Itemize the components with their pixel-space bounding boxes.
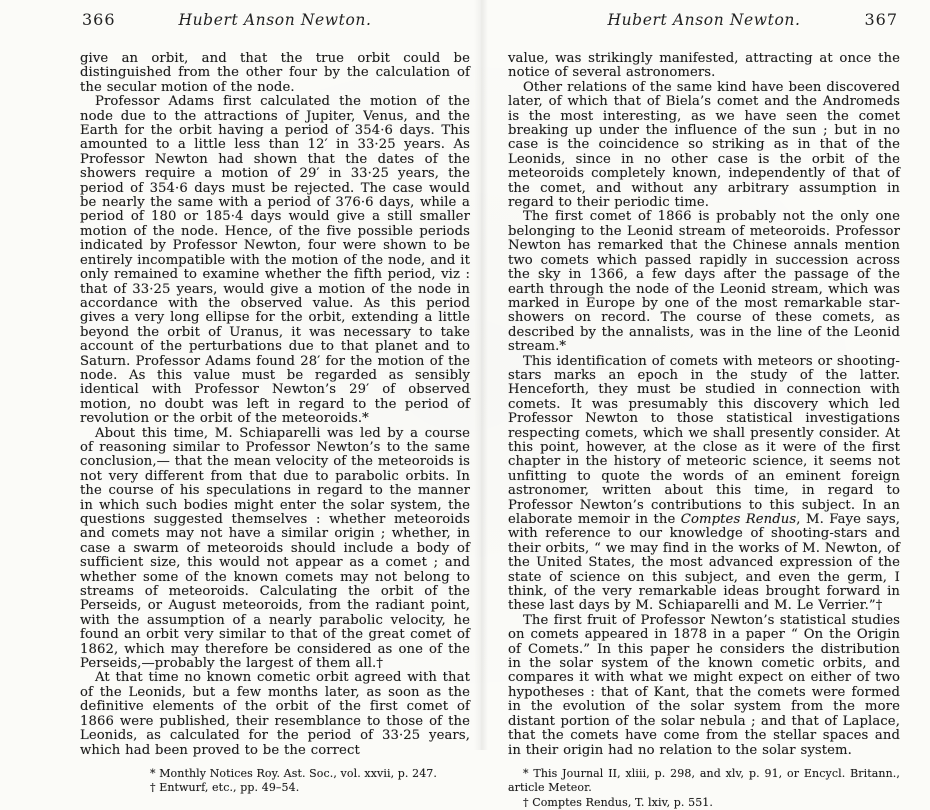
paragraph [508, 210, 900, 354]
paragraph [80, 95, 470, 426]
page-body-right [508, 52, 900, 758]
page-367 [508, 10, 900, 810]
paragraph [508, 614, 900, 758]
page-number: 367 [864, 10, 898, 29]
paragraph [80, 671, 470, 757]
footnote: † Comptes Rendus, T. lxiv, p. 551. [523, 795, 714, 809]
running-title: Hubert Anson Newton. [178, 11, 372, 29]
paragraph-text: About this time, M. Schiaparelli was led by a course of reasoning similar to Professor Newton’s to the same conclusion,— that the mean velocity of the meteoroids is not very different from that due to parabolic orbits. In the course of his speculations in regard to the manner in which such bodies might enter the solar system, the questions suggested themselves : whether meteoroids and comets may not have a similar origin ; whether, in case a swarm of meteoroids should include a body of sufficient size, this would not appear as a comet ; and whether some of the known comets may not belong to streams of meteoroids. Calculating the orbit of the Perseids, or August meteoroids, from the radiant point, with the assumption of a nearly parabolic velocity, he found an orbit very similar to that of the great comet of 1862, which may therefore be considered as one of the Perseids,—probably the largest of them all.† [80, 425, 470, 672]
paragraph-text: Other relations of the same kind have been discovered later, of which that of Biela’s comet and the Andromeds is the most interesting, as we have seen the comet breaking up under the influence of the sun ; but in no case is the coincidence so striking as in that of the Leonids, since in no other case is the orbit of the meteoroids completely known, independently of that of the comet, and without any arbitrary assumption in regard to their periodic time. [508, 79, 900, 211]
page-header-left [80, 10, 470, 34]
footnotes-left [150, 767, 470, 796]
running-title: Hubert Anson Newton. [607, 11, 801, 29]
page-366 [80, 10, 470, 796]
footnote: * This Journal II, xliii, p. 298, and xlv, p. 91, or Encycl. Britann., article Meteor. [508, 766, 900, 795]
page-gutter-shadow [474, 0, 488, 750]
paragraph-text: This identification of comets with meteors or shooting-stars marks an epoch in the study of the latter. Henceforth, they must be studied in connection with comets. It was presumably this discovery which led Professor Newton to those statistical investigations respecting comets, which we shall presently consider. At this point, however, at the close as it were of the first chapter in the history of meteoric science, it seems not unfitting to quote the words of an eminent foreign astronomer, written about this time, in regard to Professor Newton’s contributions to this subject. In an elaborate memoir in the [508, 353, 900, 527]
paragraph [508, 52, 900, 81]
page-number: 366 [82, 10, 116, 29]
paragraph-text: The first comet of 1866 is probably not the only one belonging to the Leonid stream of meteoroids. Professor Newton has remarked that the Chinese annals mention two comets which passed rapidly in succession across the sky in 1366, a few days after the passage of the earth through the node of the Leonid stream, which was marked in Europe by one of the most remarkable star-showers on record. The course of these comets, as described by the annalists, was in the line of the Leonid stream.* [508, 209, 900, 355]
paragraph-text: At that time no known cometic orbit agreed with that of the Leonids, but a few months later, as soon as the definitive elements of the orbit of the first comet of 1866 were published, their resemblance to those of the Leonids, as calculated for the period of 33·25 years, which had been proved to be the correct [80, 670, 470, 758]
paragraph [80, 427, 470, 672]
paragraph [508, 355, 900, 614]
paragraph [508, 81, 900, 211]
footnote: † Entwurf, etc., pp. 49–54. [150, 781, 300, 795]
paragraph-text: Professor Adams first calculated the motion of the node due to the attractions of Jupiter, Venus, and the Earth for the orbit having a period of 354·6 days. This amounted to a little less than 12′ in 33·25 years. As Professor Newton had shown that the dates of the showers require a motion of 29′ in 33·25 years, the period of 354·6 days must be rejected. The case would be nearly the same with a period of 376·6 days, while a period of 180 or 185·4 days would give a still smaller motion of the node. Hence, of the five possible periods indicated by Professor Newton, four were shown to be entirely incompatible with the motion of the node, and it only remained to examine whether the fifth period, viz : that of 33·25 years, would give a motion of the node in accordance with the observed value. As this period gives a very long ellipse for the orbit, extending a little beyond the orbit of Uranus, it was necessary to take account of the perturbations due to that planet and to Saturn. Professor Adams found 28′ for the motion of the node. As this value must be regarded as sensibly identical with Professor Newton’s 29′ of observed motion, no doubt was left in regard to the period of revolution or the orbit of the meteoroids.* [80, 94, 470, 427]
page-header-right [508, 10, 900, 34]
paragraph-text: The first fruit of Professor Newton’s statistical studies on comets appeared in 1878 in a paper “ On the Origin of Comets.” In this paper he considers the distribution in the solar system of the known cometic orbits, and compares it with what we might expect on either of two hypotheses : that of Kant, that the comets were formed in the evolution of the solar system from the more distant portion of the solar nebula ; and that of Laplace, that the comets have come from the stellar spaces and in their origin had no relation to the solar system. [508, 612, 900, 758]
paragraph [80, 52, 470, 95]
page-body-left [80, 52, 470, 758]
paragraph-text: , M. Faye says, with reference to our knowledge of shooting-stars and their orbits, “ we may find in the works of M. Newton, of the United States, the most advanced expression of the state of science on this subject, and even the germ, I think, of the very remarkable ideas brought forward in these last days by M. Schiaparelli and M. Le Verrier.”† [508, 512, 900, 614]
paragraph-text: give an orbit, and that the true orbit could be distinguished from the other four by the calculation of the secular motion of the node. [80, 51, 470, 95]
paragraph-text: value, was strikingly manifested, attracting at once the notice of several astronomers. [508, 51, 900, 81]
footnotes-right [508, 767, 900, 810]
footnote: * Monthly Notices Roy. Ast. Soc., vol. xxvii, p. 247. [150, 766, 437, 780]
italic-journal-name: Comptes Rendus [680, 512, 797, 527]
